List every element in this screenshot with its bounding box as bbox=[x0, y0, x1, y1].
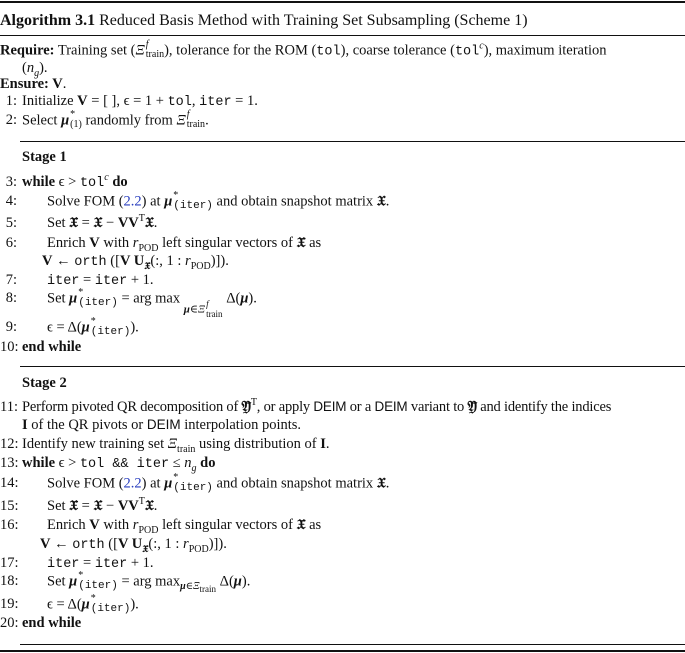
math-text: tol bbox=[79, 457, 105, 472]
subscript-stack bbox=[78, 571, 118, 591]
math-text: = bbox=[78, 498, 94, 514]
math-text: orth bbox=[74, 255, 107, 270]
math-text: 3: bbox=[5, 174, 17, 190]
math-text: POD bbox=[190, 260, 211, 272]
math-text: r bbox=[132, 235, 139, 251]
line-content bbox=[47, 516, 321, 534]
math-text: Solve FOM ( bbox=[47, 193, 124, 210]
math-text: ϵ = Δ( bbox=[47, 319, 82, 336]
math-text: 𝔛 bbox=[376, 474, 386, 492]
math-text: . bbox=[153, 215, 158, 231]
math-text: Ξ bbox=[193, 581, 200, 593]
math-text: ϵ > bbox=[55, 455, 80, 471]
math-text: 𝔛̄ bbox=[296, 516, 306, 533]
subscript-stack bbox=[173, 191, 213, 211]
math-text: c bbox=[479, 40, 484, 52]
math-text: Enrich bbox=[47, 235, 90, 251]
math-text: ) at bbox=[141, 475, 165, 492]
math-text: and obtain snapshot matrix bbox=[212, 475, 377, 492]
math-text: * bbox=[70, 109, 76, 120]
equation-link[interactable]: 2.2 bbox=[123, 193, 142, 210]
math-text: 𝔛̄ bbox=[69, 497, 79, 514]
math-text: T bbox=[250, 397, 257, 409]
math-text: tol bbox=[167, 95, 192, 110]
math-text: Set bbox=[47, 290, 70, 307]
stage2-rule bbox=[20, 366, 685, 367]
math-text: ([ bbox=[106, 253, 120, 269]
math-text: Solve FOM ( bbox=[47, 475, 124, 492]
math-text: Select bbox=[22, 112, 62, 129]
math-text: μ bbox=[61, 112, 70, 129]
math-text: and obtain snapshot matrix bbox=[212, 193, 377, 210]
line-content bbox=[22, 398, 611, 416]
math-text: μ bbox=[81, 596, 90, 613]
math-text: r bbox=[132, 517, 139, 533]
math-text: V U bbox=[117, 536, 143, 552]
equation-link[interactable]: 2.2 bbox=[123, 475, 142, 492]
stage2-end-rule bbox=[20, 644, 685, 645]
math-text: . bbox=[325, 436, 330, 452]
math-text: * bbox=[78, 570, 84, 581]
math-text: Identify new training set bbox=[22, 436, 168, 452]
math-text: * bbox=[173, 190, 179, 201]
math-text: n bbox=[26, 60, 35, 76]
line-content bbox=[22, 454, 216, 474]
math-text: train bbox=[199, 584, 216, 595]
math-text: )]). bbox=[210, 253, 229, 269]
math-text: 𝔛 bbox=[376, 192, 386, 210]
math-text: * bbox=[173, 472, 179, 483]
math-text: iter bbox=[94, 274, 128, 289]
math-text: 19: bbox=[0, 596, 19, 612]
math-text: . bbox=[62, 76, 67, 92]
math-text: 𝔛 bbox=[93, 214, 103, 231]
line-content bbox=[47, 318, 139, 338]
math-text: μ bbox=[180, 581, 186, 593]
math-text: μ bbox=[183, 303, 190, 316]
math-text: V U bbox=[119, 253, 145, 269]
math-text: with bbox=[99, 517, 133, 533]
math-text: 𝔜̃ bbox=[241, 398, 251, 415]
line-content bbox=[22, 92, 258, 112]
bottom-rule bbox=[0, 650, 685, 652]
math-text: Initialize bbox=[22, 93, 78, 109]
math-text: 20: bbox=[0, 615, 19, 631]
math-text: train bbox=[145, 49, 165, 60]
math-text: randomly from bbox=[81, 112, 177, 129]
math-text: 18: bbox=[0, 573, 19, 589]
math-text: 𝔜̃ bbox=[467, 398, 477, 415]
line-content bbox=[47, 234, 321, 252]
algorithm-number: Algorithm 3.1 bbox=[0, 12, 96, 29]
math-text: μ bbox=[69, 573, 78, 590]
math-text: . bbox=[385, 475, 390, 492]
math-text: DEIM bbox=[374, 399, 408, 414]
math-text: ). bbox=[241, 573, 251, 590]
math-text: do bbox=[196, 455, 216, 471]
math-text: 8: bbox=[5, 290, 17, 306]
math-text: ). bbox=[130, 319, 139, 336]
math-text: ). bbox=[39, 60, 48, 76]
line-content bbox=[22, 111, 209, 131]
math-text: μ bbox=[164, 193, 173, 210]
math-text: f bbox=[206, 298, 209, 309]
title-rule bbox=[0, 35, 685, 36]
math-text: , or apply bbox=[256, 399, 314, 415]
math-text: = bbox=[79, 272, 95, 288]
math-text: while bbox=[22, 455, 56, 471]
math-text: train bbox=[206, 308, 223, 319]
math-text: 12: bbox=[0, 436, 19, 452]
math-text: (iter) bbox=[90, 326, 131, 338]
math-text: + 1. bbox=[127, 555, 154, 571]
math-text: * bbox=[78, 287, 84, 298]
math-text: = arg max bbox=[117, 290, 184, 307]
math-text: . bbox=[153, 498, 158, 514]
math-text: ϵ = Δ( bbox=[47, 596, 82, 613]
math-text: )]). bbox=[208, 536, 227, 552]
math-text: train bbox=[177, 443, 196, 455]
math-text: 1: bbox=[5, 93, 17, 109]
math-text: Ξ bbox=[135, 42, 145, 59]
math-text: V bbox=[89, 235, 100, 251]
math-text: 𝔛̄ bbox=[69, 214, 79, 231]
subscript-stack bbox=[173, 473, 213, 493]
math-text: Ξ bbox=[167, 436, 178, 452]
math-text: r bbox=[185, 253, 191, 269]
math-text: Δ( bbox=[216, 573, 234, 590]
math-text: − bbox=[102, 498, 118, 514]
math-text: ([ bbox=[104, 536, 118, 552]
line-content bbox=[22, 435, 330, 453]
math-text: tol bbox=[454, 44, 480, 60]
math-text: with bbox=[99, 235, 133, 251]
math-text: 13: bbox=[0, 455, 19, 471]
math-text: variant to bbox=[407, 399, 468, 415]
math-text: tol bbox=[316, 44, 341, 60]
math-text: 𝔛̄ bbox=[144, 260, 151, 272]
math-text: orth bbox=[72, 538, 105, 553]
math-text: VV bbox=[117, 498, 139, 514]
math-text: tol bbox=[79, 176, 105, 191]
math-text: ( bbox=[22, 60, 27, 76]
math-text: Δ( bbox=[222, 290, 241, 307]
math-text: iter bbox=[47, 274, 80, 289]
subscript-stack bbox=[187, 110, 205, 130]
line-content bbox=[47, 474, 389, 494]
math-text: (iter) bbox=[90, 603, 131, 615]
math-text: Stage 2 bbox=[22, 375, 67, 391]
math-text: while bbox=[22, 174, 56, 190]
math-text: ← bbox=[50, 536, 73, 552]
math-text: V bbox=[42, 253, 53, 269]
math-text: DEIM bbox=[146, 417, 181, 432]
subscript-stack bbox=[91, 594, 131, 614]
math-text: f bbox=[186, 109, 190, 120]
math-text: 10: bbox=[0, 339, 19, 355]
math-text: g bbox=[34, 67, 40, 79]
math-text: iter bbox=[94, 557, 128, 572]
math-text: iter bbox=[136, 457, 170, 472]
math-text: ). bbox=[130, 596, 139, 613]
math-text: ). bbox=[248, 290, 257, 307]
math-text: T bbox=[138, 496, 145, 508]
math-text: * bbox=[90, 316, 96, 327]
math-text: I bbox=[22, 417, 28, 433]
math-text: . bbox=[385, 193, 390, 210]
math-text: μ bbox=[69, 290, 78, 307]
math-text: = 1. bbox=[231, 93, 258, 109]
subscript-stack bbox=[78, 288, 118, 308]
math-text: POD bbox=[138, 524, 159, 536]
math-text: μ bbox=[240, 290, 249, 307]
math-text: as bbox=[305, 235, 322, 251]
math-text: (:, 1 : bbox=[150, 253, 186, 269]
math-text: of the QR pivots or bbox=[27, 417, 147, 433]
math-text: 17: bbox=[0, 555, 19, 571]
math-text: Training set ( bbox=[54, 42, 136, 59]
line-content bbox=[47, 289, 257, 320]
math-text: && bbox=[104, 457, 137, 472]
math-text: r bbox=[183, 536, 189, 552]
math-text: POD bbox=[138, 242, 159, 254]
math-text: ≤ bbox=[169, 455, 185, 471]
math-text: c bbox=[104, 172, 109, 184]
math-text: = arg max bbox=[117, 573, 181, 590]
stage1-rule bbox=[20, 141, 685, 142]
math-text: or a bbox=[346, 399, 375, 415]
math-text: 2: bbox=[5, 112, 17, 128]
math-text: − bbox=[102, 215, 118, 231]
line-content bbox=[47, 214, 157, 232]
math-text: 9: bbox=[5, 319, 17, 335]
math-text: 4: bbox=[5, 193, 17, 209]
math-text: 5: bbox=[5, 215, 17, 231]
math-text: Set bbox=[47, 498, 70, 514]
math-text: train bbox=[186, 119, 206, 130]
line-content bbox=[22, 338, 81, 356]
math-text: 7: bbox=[5, 272, 17, 288]
line-content bbox=[47, 497, 157, 515]
math-text: (iter) bbox=[78, 297, 118, 309]
math-text: ∈ bbox=[189, 303, 199, 316]
math-text: 6: bbox=[5, 235, 17, 251]
math-text: n bbox=[184, 455, 192, 471]
math-text: . bbox=[205, 112, 209, 129]
math-text: = [ ], ϵ = 1 + bbox=[87, 93, 168, 109]
line-content bbox=[40, 535, 227, 555]
math-text: g bbox=[191, 462, 197, 474]
math-text: μ bbox=[81, 319, 90, 336]
math-text: (1) bbox=[70, 119, 82, 130]
math-text: ϵ > bbox=[55, 174, 80, 190]
math-text: V bbox=[40, 536, 51, 552]
top-rule bbox=[0, 1, 685, 3]
math-text: (iter) bbox=[78, 580, 118, 592]
subscript-stack bbox=[91, 317, 131, 337]
math-text: + 1. bbox=[127, 272, 154, 288]
line-content bbox=[22, 416, 301, 434]
math-text: 14: bbox=[0, 475, 19, 491]
math-text: as bbox=[305, 517, 322, 533]
algorithm-name: Reduced Basis Method with Training Set Subsampling (Scheme 1) bbox=[95, 12, 528, 29]
math-text: (iter) bbox=[173, 482, 213, 494]
math-text: do bbox=[108, 174, 128, 190]
math-text: Ξ bbox=[176, 112, 186, 129]
math-text: 11: bbox=[0, 399, 18, 415]
math-text: left singular vectors of bbox=[158, 235, 297, 251]
math-text: ∈ bbox=[185, 581, 194, 593]
math-text: Stage 1 bbox=[22, 149, 67, 165]
math-text: ), tolerance for the ROM ( bbox=[164, 42, 317, 59]
math-text: ), maximum iteration bbox=[483, 42, 607, 59]
subscript-stack bbox=[206, 299, 223, 319]
line-content bbox=[22, 614, 81, 632]
math-text: V bbox=[89, 517, 100, 533]
line-content bbox=[47, 570, 251, 595]
math-text: * bbox=[90, 593, 96, 604]
math-text: end while bbox=[22, 615, 82, 631]
math-text: (:, 1 : bbox=[148, 536, 184, 552]
math-text: 𝔛̄ bbox=[142, 543, 149, 555]
math-text: μ bbox=[164, 475, 173, 492]
math-text: VV bbox=[117, 215, 139, 231]
math-text: V bbox=[48, 76, 63, 92]
math-text: ) at bbox=[141, 193, 165, 210]
math-text: end while bbox=[22, 339, 82, 355]
math-text: 𝔛 bbox=[144, 497, 154, 514]
line-content bbox=[42, 252, 229, 272]
math-text: interpolation points. bbox=[180, 417, 302, 433]
math-text: ), coarse tolerance ( bbox=[340, 42, 455, 59]
math-text: = bbox=[79, 555, 95, 571]
line-content bbox=[47, 192, 389, 212]
math-text: 𝔛 bbox=[93, 497, 103, 514]
math-text: using distribution of bbox=[195, 436, 321, 452]
math-text: f bbox=[145, 39, 149, 50]
math-text: 𝔛̄ bbox=[296, 234, 306, 251]
subscript-stack bbox=[146, 40, 164, 60]
math-text: I bbox=[320, 436, 326, 452]
math-text: DEIM bbox=[313, 399, 347, 414]
math-text: T bbox=[138, 213, 145, 225]
math-text: Set bbox=[47, 215, 70, 231]
math-text: ← bbox=[52, 253, 75, 269]
math-text: left singular vectors of bbox=[158, 517, 297, 533]
line-content bbox=[22, 173, 128, 193]
ensure-label: Ensure: bbox=[0, 76, 49, 92]
math-text: 16: bbox=[0, 517, 19, 533]
math-text: POD bbox=[188, 543, 209, 555]
math-text: Enrich bbox=[47, 517, 90, 533]
math-text: and identify the indices bbox=[476, 399, 612, 415]
math-text: Ξ bbox=[198, 303, 206, 316]
math-text: (iter) bbox=[173, 200, 213, 212]
line-content bbox=[47, 595, 139, 615]
math-text: = bbox=[78, 215, 94, 231]
math-text: 𝔛 bbox=[144, 214, 154, 231]
math-text: 15: bbox=[0, 498, 19, 514]
math-text: , bbox=[191, 93, 200, 109]
require-label: Require: bbox=[0, 42, 55, 59]
math-text: Perform pivoted QR decomposition of bbox=[22, 399, 242, 415]
math-text: iter bbox=[47, 557, 80, 572]
math-text: Set bbox=[47, 573, 70, 590]
math-text: V bbox=[77, 93, 88, 109]
math-text: iter bbox=[199, 95, 232, 110]
subscript-stack bbox=[70, 110, 82, 130]
math-text: μ bbox=[233, 573, 242, 590]
